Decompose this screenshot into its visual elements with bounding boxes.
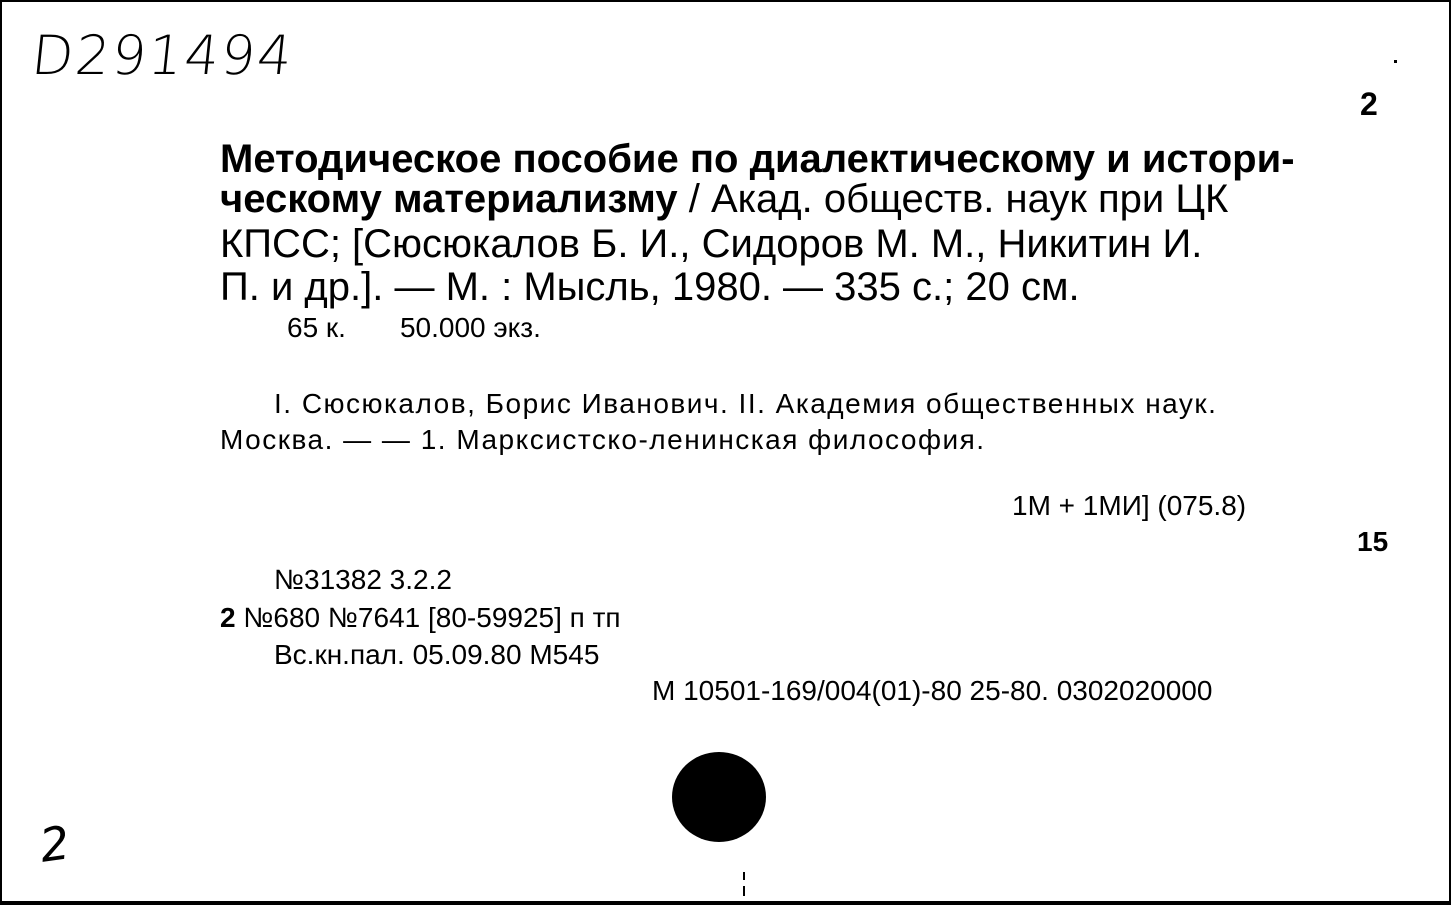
title-line bbox=[220, 260, 1080, 314]
scan-speck bbox=[743, 872, 745, 880]
price-line bbox=[287, 312, 541, 344]
price: 65 к. bbox=[287, 312, 346, 343]
title-normal: / Акад. обществ. наук при ЦК bbox=[677, 177, 1229, 221]
classification-count: 15 bbox=[1357, 526, 1389, 557]
tracing-line: I. Сюсюкалов, Борис Иванович. II. Академия общественных наук. bbox=[274, 388, 1218, 419]
scan-speck bbox=[1394, 60, 1397, 63]
book-chamber-line: Вс.кн.пал. 05.09.80 М545 bbox=[274, 639, 600, 670]
tracing-line: Москва. — — 1. Марксистско-ленинская философия. bbox=[220, 424, 986, 455]
corner-mark: 2 bbox=[36, 815, 73, 873]
catalog-index: М 10501-169/004(01)-80 25-80. 0302020000 bbox=[652, 675, 1213, 706]
title-normal: П. и др.]. — М. : Мысль, 1980. — 335 с.; 20 см. bbox=[220, 265, 1080, 309]
print-info bbox=[220, 602, 621, 634]
print-run: 50.000 экз. bbox=[399, 312, 541, 343]
title-normal: КПСС; [Сюсюкалов Б. И., Сидоров М. М., Никитин И. bbox=[220, 222, 1203, 266]
card-number: 2 bbox=[1360, 86, 1378, 122]
title-bold: ческому материализму bbox=[220, 177, 678, 221]
title-bold: Методическое пособие по диалектическому и истори- bbox=[220, 137, 1295, 181]
print-rest: №680 №7641 [80-59925] п тп bbox=[235, 602, 621, 633]
classification-index: 1М + 1МИ] (075.8) bbox=[1012, 490, 1247, 521]
print-lead: 2 bbox=[220, 602, 236, 633]
call-number: D291494 bbox=[28, 24, 298, 87]
punch-hole bbox=[672, 752, 766, 842]
order-number: №31382 3.2.2 bbox=[274, 564, 452, 595]
scan-speck bbox=[743, 886, 745, 896]
